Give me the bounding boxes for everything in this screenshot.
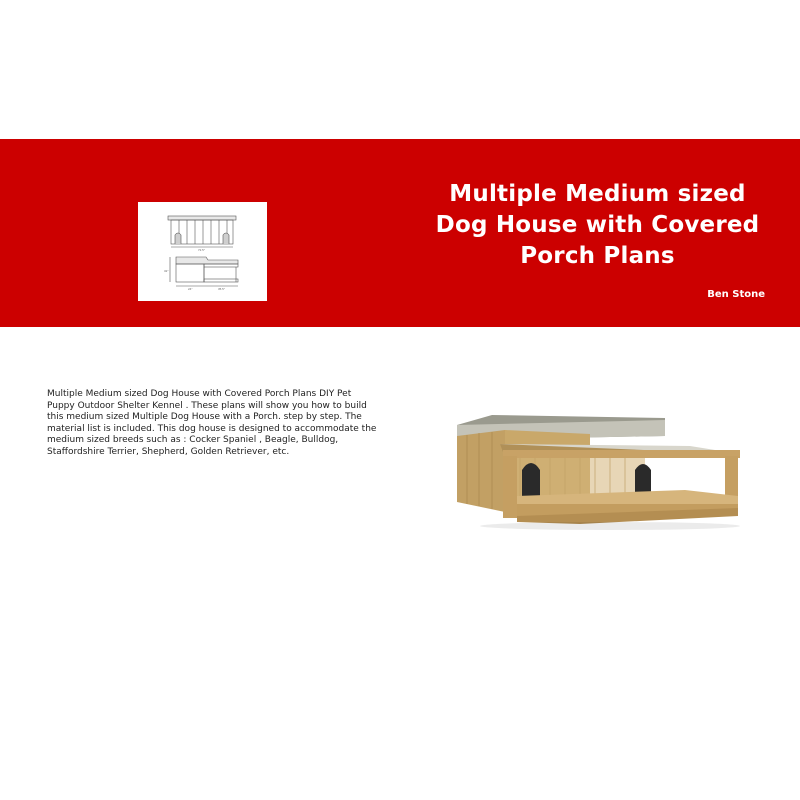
product-description: Multiple Medium sized Dog House with Covered Porch Plans DIY Pet Puppy Outdoor Shelter Kennel . These plans will show you how to build this medium sized Multiple Dog House with a Porch. step by step. The material list is included. This dog house is designed to accommodate the medium sized breeds such as : Cocker Spaniel , Beagle, Bulldog, Staffordshire Terrier, Shepherd, Golden Retriever, etc. — [47, 389, 377, 457]
header-banner — [0, 139, 800, 327]
svg-text:35.5": 35.5" — [218, 287, 225, 291]
author-name: Ben Stone — [707, 289, 765, 300]
plan-drawing-image — [138, 202, 267, 301]
page-title: Multiple Medium sized Dog House with Covered Porch Plans — [435, 181, 760, 269]
svg-text:32": 32" — [164, 269, 169, 273]
dog-house-render-image — [445, 408, 745, 533]
plan-drawing-thumbnail[interactable] — [138, 202, 267, 301]
svg-text:24": 24" — [188, 287, 193, 291]
svg-text:72.5": 72.5" — [198, 248, 205, 252]
